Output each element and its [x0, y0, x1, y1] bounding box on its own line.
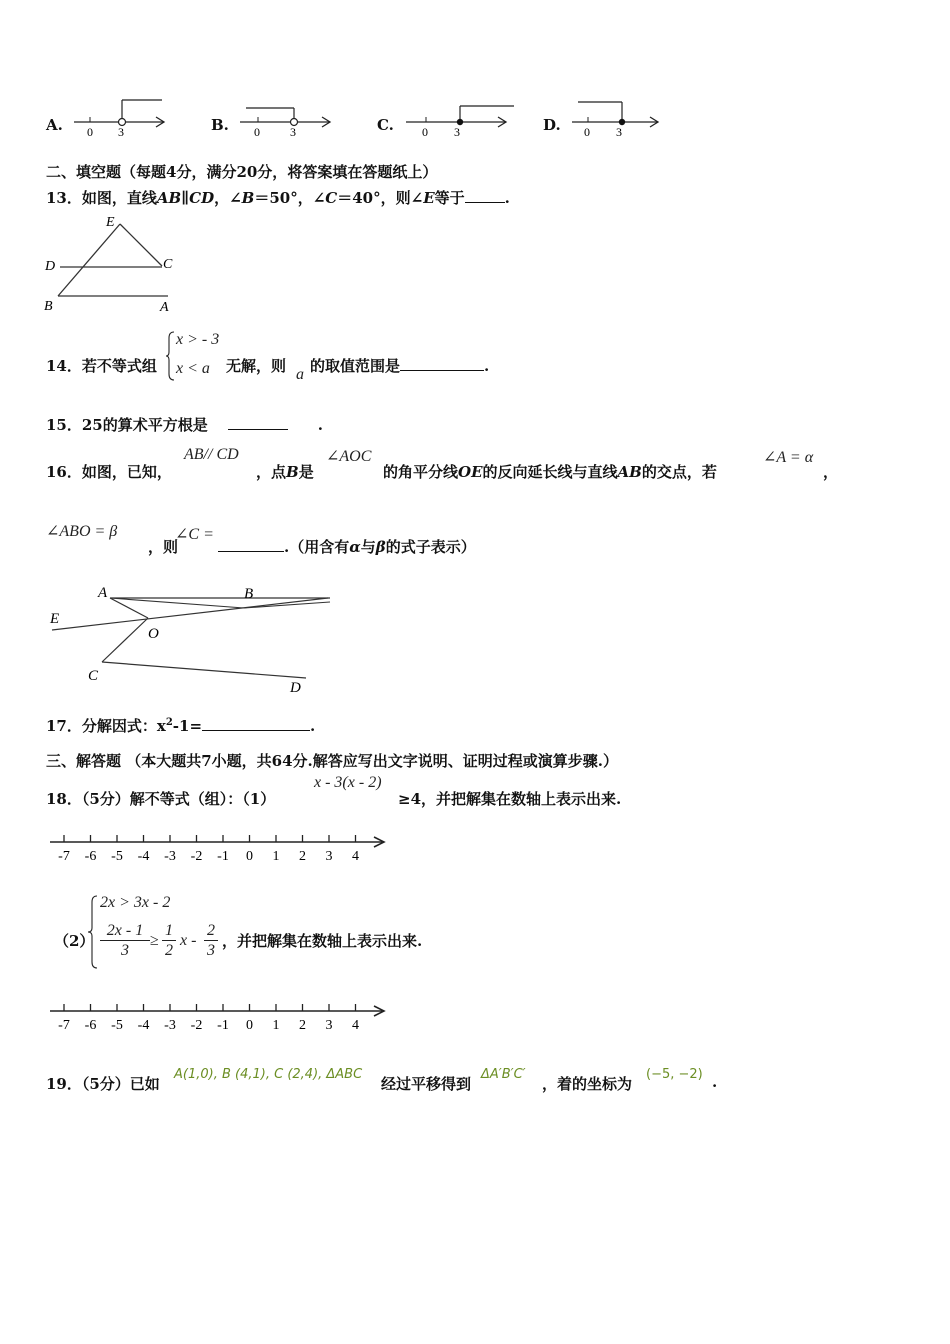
answer-blank-13[interactable]	[465, 202, 505, 203]
frac1-den: 3	[121, 942, 129, 959]
fig13-label-d: D	[45, 259, 56, 274]
number-line-18-2[interactable]	[40, 999, 400, 1035]
question-15: 15．25的算术平方根是 .	[46, 416, 323, 434]
axis-tick-label: -1	[217, 849, 229, 864]
fig16-label-o: O	[148, 626, 159, 642]
fig16-label-e: E	[50, 611, 60, 627]
axis-tick-label: -7	[58, 849, 70, 864]
q14-suffix: 的取值范围是 .	[310, 357, 490, 375]
answer-blank-14[interactable]	[400, 370, 484, 371]
axis-tick-label: -2	[190, 849, 203, 864]
q14-var-a: a	[296, 366, 304, 383]
q14-line-2: x < a	[176, 360, 210, 377]
axis-tick-label: 1	[272, 1018, 280, 1033]
axis-tick-label: 1	[272, 849, 280, 864]
question-14-prefix: 14．若不等式组	[46, 357, 157, 375]
axis-tick-label: 0	[246, 849, 253, 864]
q18-frac-2	[162, 922, 176, 961]
q16-tail: .（用含有α与β的式子表示）	[218, 536, 476, 557]
option-d-number-line	[568, 96, 668, 140]
fig13-label-c: C	[163, 257, 173, 272]
fig16-label-b: B	[244, 586, 254, 602]
frac3-den: 3	[207, 942, 215, 959]
option-c-tick-0: 0	[422, 125, 428, 139]
q19-mid: 经过平移得到	[381, 1075, 472, 1093]
fig13-label-b: B	[44, 299, 53, 314]
axis-tick-label: -2	[190, 1018, 203, 1033]
option-b-label[interactable]: B.	[211, 116, 229, 134]
q18-sys-line-1: 2x > 3x - 2	[100, 894, 171, 911]
axis-tick-label: 2	[299, 1018, 306, 1033]
fig13-label-a: A	[160, 300, 169, 315]
figure-13	[40, 210, 190, 320]
axis-tick-label: -4	[137, 1018, 150, 1033]
fig16-label-a: A	[98, 585, 108, 601]
q18-geq: ≥	[150, 932, 159, 949]
question-18-prefix: 18．（5分）解不等式（组）：（1）	[46, 790, 276, 808]
question-13: 13．如图，直线AB∥CD，∠B＝50°，∠C＝40°，则∠E等于 .	[46, 189, 510, 207]
axis-tick-label: 2	[299, 849, 306, 864]
question-17: 17．分解因式：$x^2-1=$ .	[46, 717, 316, 735]
number-line-18-1[interactable]	[40, 830, 400, 866]
option-d-tick-3: 3	[616, 125, 622, 139]
q19-image: ΔA′B′C′	[481, 1067, 526, 1082]
axis-tick-label: 3	[325, 849, 333, 864]
option-c-number-line	[402, 96, 522, 140]
option-a-tick-3: 3	[118, 125, 124, 139]
frac3-num: 2	[207, 922, 215, 939]
fig16-label-d: D	[290, 680, 301, 696]
axis-tick-label: 4	[352, 1018, 359, 1033]
section-2-heading: 二、填空题（每题4分，满分20分，将答案填在答题纸上）	[46, 163, 438, 181]
option-d-label[interactable]: D.	[543, 116, 561, 134]
axis-tick-label: -1	[217, 1018, 229, 1033]
axis-tick-label: -5	[111, 1018, 123, 1033]
q16-angle-abo: ∠ABO = β	[46, 523, 118, 540]
figure-16	[44, 576, 344, 700]
question-19-prefix: 19．（5分）已如	[46, 1075, 160, 1093]
q14-mid: 无解，则	[226, 357, 287, 375]
axis-tick-label: 0	[246, 1018, 253, 1033]
q16-parallel: AB// CD	[184, 446, 239, 463]
q16-mid3: 的角平分线OE的反向延长线与直线AB的交点，若	[383, 463, 717, 481]
frac1-num: 2x - 1	[106, 922, 144, 939]
q16-then: ，则	[148, 538, 179, 556]
axis-tick-label: -5	[111, 849, 123, 864]
q18-part2-suffix: ，并把解集在数轴上表示出来.	[222, 932, 423, 950]
q18-x-minus: x -	[180, 932, 197, 949]
option-d-tick-0: 0	[584, 125, 590, 139]
option-c-label[interactable]: C.	[377, 116, 394, 134]
answer-blank-16[interactable]	[218, 551, 284, 552]
frac2-num: 1	[165, 922, 173, 939]
question-16-prefix: 16．如图，已知，	[46, 463, 172, 481]
q19-mid2: ，着的坐标为	[542, 1075, 633, 1093]
q19-points: A(1,0), B (4,1), C (2,4), ΔABC	[174, 1067, 363, 1082]
q14-line-1: x > - 3	[176, 331, 220, 348]
frac2-den: 2	[165, 942, 173, 959]
axis-tick-label: -7	[58, 1018, 70, 1033]
axis-tick-label: 3	[325, 1018, 333, 1033]
q16-angle-a: ∠A = α	[763, 449, 814, 466]
option-a-tick-0: 0	[87, 125, 93, 139]
q19-coord: (−5, −2)	[646, 1067, 703, 1082]
q18-frac-1	[100, 922, 150, 961]
fig16-label-c: C	[88, 668, 99, 684]
option-b-tick-0: 0	[254, 125, 260, 139]
option-b-number-line	[236, 96, 336, 140]
q19-end: .	[712, 1073, 718, 1091]
q18-part2-label: （2）	[54, 932, 95, 950]
axis-tick-label: -6	[84, 1018, 97, 1033]
section-3-heading: 三、解答题 （本大题共7小题，共64分.解答应写出文字说明、证明过程或演算步骤.）	[46, 752, 618, 770]
option-b-tick-3: 3	[290, 125, 296, 139]
q18-suffix: ≥4，并把解集在数轴上表示出来.	[398, 790, 622, 808]
fig13-label-e: E	[106, 215, 115, 230]
axis-tick-label: 4	[352, 849, 359, 864]
answer-blank-15[interactable]	[228, 429, 288, 430]
q16-mid1: ，点B是	[256, 463, 314, 481]
option-a-number-line	[70, 96, 170, 140]
q16-angle-c: ∠C =	[175, 526, 214, 543]
option-a-label[interactable]: A.	[46, 116, 63, 134]
axis-tick-label: -4	[137, 849, 150, 864]
q18-frac-3	[204, 922, 218, 961]
q16-comma: ，	[823, 463, 839, 481]
answer-blank-17[interactable]	[202, 730, 310, 731]
axis-tick-label: -3	[164, 1018, 176, 1033]
q18-brace	[86, 894, 100, 970]
option-c-tick-3: 3	[454, 125, 460, 139]
q16-angle-aoc: ∠AOC	[326, 448, 372, 465]
axis-tick-label: -6	[84, 849, 97, 864]
axis-tick-label: -3	[164, 849, 176, 864]
q18-expr: x - 3(x - 2)	[314, 774, 382, 791]
